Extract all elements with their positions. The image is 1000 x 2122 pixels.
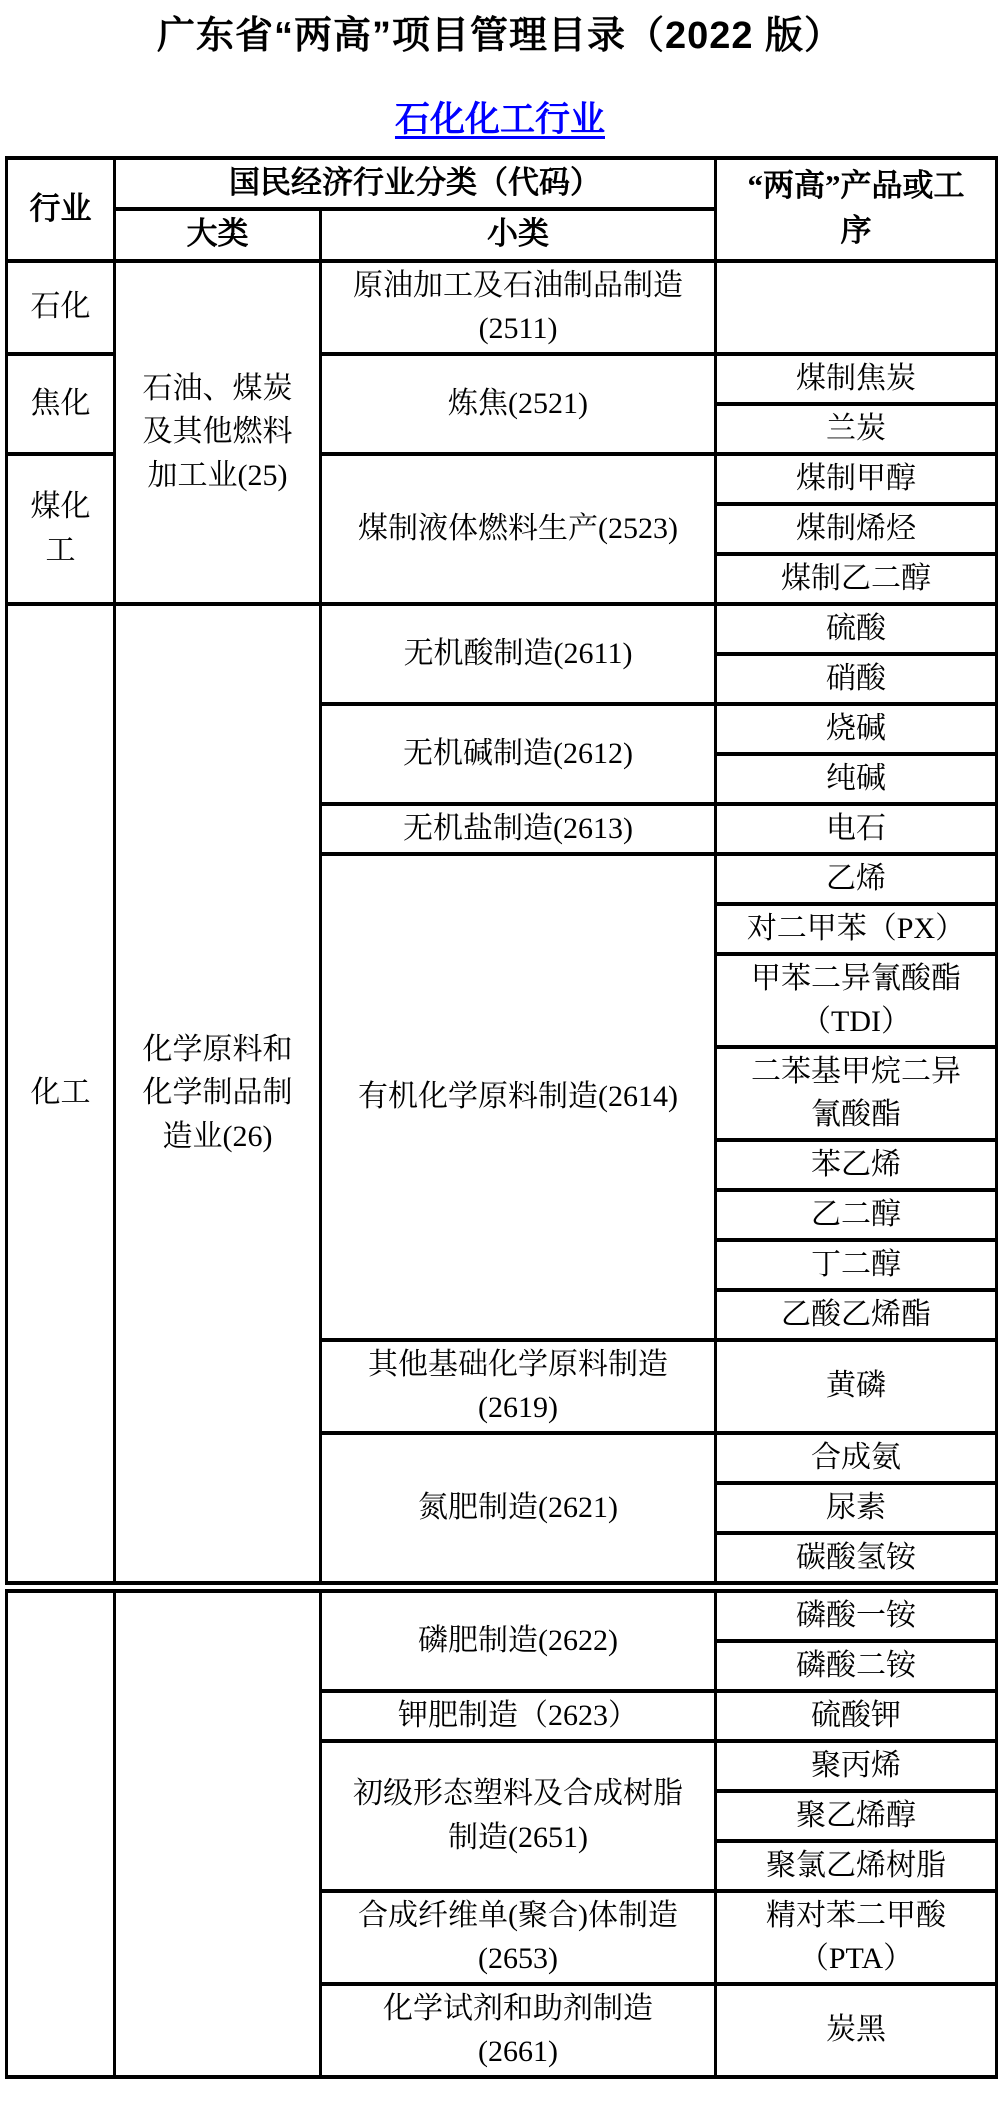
product-cell: 煤制焦炭 xyxy=(716,354,997,404)
minor-category-cell: 无机碱制造(2612) xyxy=(321,704,716,804)
major-category-cell: 化学原料和化学制品制造业(26) xyxy=(115,604,321,1583)
product-cell: 磷酸一铵 xyxy=(716,1591,997,1641)
header-products: “两高”产品或工序 xyxy=(716,158,997,261)
industry-cell: 石化 xyxy=(7,261,115,354)
minor-category-cell: 钾肥制造（2623） xyxy=(321,1691,716,1741)
product-cell: 硫酸 xyxy=(716,604,997,654)
catalog-table-part1 xyxy=(5,156,998,1585)
major-category-cell-empty xyxy=(115,1591,321,2077)
header-classification: 国民经济行业分类（代码） xyxy=(115,158,716,209)
industry-cell-empty xyxy=(7,1591,115,2077)
product-cell: 苯乙烯 xyxy=(716,1140,997,1190)
table-row xyxy=(7,604,997,654)
product-cell: 煤制烯烃 xyxy=(716,504,997,554)
catalog-table-part2 xyxy=(5,1589,998,2079)
minor-category-cell: 炼焦(2521) xyxy=(321,354,716,454)
product-cell: 乙二醇 xyxy=(716,1190,997,1240)
header-minor-category: 小类 xyxy=(321,209,716,261)
product-cell: 煤制乙二醇 xyxy=(716,554,997,604)
product-cell: 二苯基甲烷二异氰酸酯 xyxy=(716,1047,997,1140)
minor-category-cell: 化学试剂和助剂制造(2661) xyxy=(321,1984,716,2077)
product-cell: 硝酸 xyxy=(716,654,997,704)
minor-category-cell: 磷肥制造(2622) xyxy=(321,1591,716,1691)
product-cell: 磷酸二铵 xyxy=(716,1641,997,1691)
product-cell: 聚乙烯醇 xyxy=(716,1791,997,1841)
table-row xyxy=(7,261,997,354)
product-cell: 合成氨 xyxy=(716,1433,997,1483)
product-cell: 乙酸乙烯酯 xyxy=(716,1290,997,1340)
product-cell: 黄磷 xyxy=(716,1340,997,1433)
product-cell: 乙烯 xyxy=(716,854,997,904)
section-link-row xyxy=(0,92,1000,142)
product-cell: 聚丙烯 xyxy=(716,1741,997,1791)
table-row xyxy=(7,1591,997,1641)
product-cell: 煤制甲醇 xyxy=(716,454,997,504)
industry-section-link[interactable]: 石化化工行业 xyxy=(394,99,605,139)
page-title: 广东省“两高”项目管理目录（2022 版） xyxy=(156,15,844,57)
minor-category-cell: 无机酸制造(2611) xyxy=(321,604,716,704)
industry-cell: 化工 xyxy=(7,604,115,1583)
header-major-category: 大类 xyxy=(115,209,321,261)
minor-category-cell: 其他基础化学原料制造(2619) xyxy=(321,1340,716,1433)
product-cell xyxy=(716,261,997,354)
product-cell: 烧碱 xyxy=(716,704,997,754)
minor-category-cell: 合成纤维单(聚合)体制造(2653) xyxy=(321,1891,716,1984)
header-row-1 xyxy=(7,158,997,209)
minor-category-cell: 原油加工及石油制品制造(2511) xyxy=(321,261,716,354)
product-cell: 纯碱 xyxy=(716,754,997,804)
product-cell: 电石 xyxy=(716,804,997,854)
minor-category-cell: 氮肥制造(2621) xyxy=(321,1433,716,1583)
product-cell: 炭黑 xyxy=(716,1984,997,2077)
minor-category-cell: 煤制液体燃料生产(2523) xyxy=(321,454,716,604)
product-cell: 兰炭 xyxy=(716,404,997,454)
header-industry: 行业 xyxy=(7,158,115,261)
product-cell: 聚氯乙烯树脂 xyxy=(716,1841,997,1891)
product-cell: 对二甲苯（PX） xyxy=(716,904,997,954)
industry-cell: 焦化 xyxy=(7,354,115,454)
minor-category-cell: 初级形态塑料及合成树脂制造(2651) xyxy=(321,1741,716,1891)
major-category-cell: 石油、煤炭及其他燃料加工业(25) xyxy=(115,261,321,604)
product-cell: 硫酸钾 xyxy=(716,1691,997,1741)
industry-cell: 煤化工 xyxy=(7,454,115,604)
minor-category-cell: 无机盐制造(2613) xyxy=(321,804,716,854)
product-cell: 精对苯二甲酸（PTA） xyxy=(716,1891,997,1984)
product-cell: 尿素 xyxy=(716,1483,997,1533)
product-cell: 丁二醇 xyxy=(716,1240,997,1290)
product-cell: 碳酸氢铵 xyxy=(716,1533,997,1583)
minor-category-cell: 有机化学原料制造(2614) xyxy=(321,854,716,1340)
product-cell: 甲苯二异氰酸酯（TDI） xyxy=(716,954,997,1047)
